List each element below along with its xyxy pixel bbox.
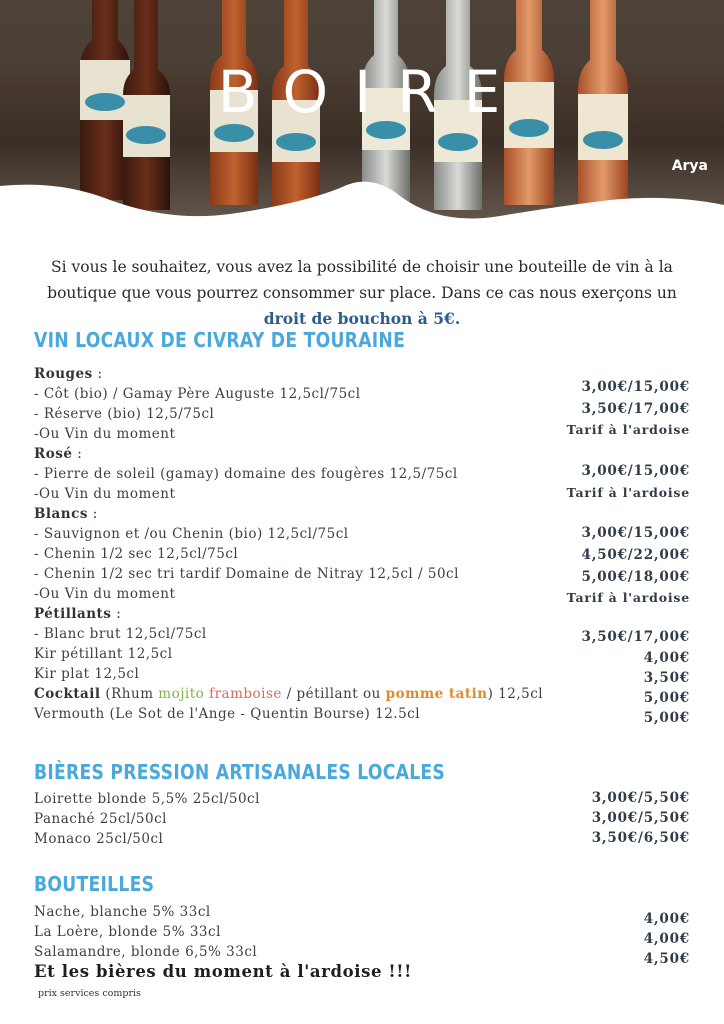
menu-price: 3,50€/17,00€ xyxy=(581,629,690,645)
menu-price: 4,50€ xyxy=(643,951,690,967)
menu-item: Vermouth (Le Sot de l'Ange - Quentin Bourse) 12.5cl xyxy=(34,706,421,722)
rose-label: Rosé : xyxy=(34,446,83,462)
menu-item: - Sauvignon et /ou Chenin (bio) 12,5cl/75cl xyxy=(34,526,349,542)
cocktail-item: Cocktail (Rhum mojito framboise / pétillant ou pomme tatin) 12,5cl xyxy=(34,686,544,702)
menu-price: 3,00€/15,00€ xyxy=(581,379,690,395)
petillants-label: Pétillants : xyxy=(34,606,122,622)
menu-price: 3,00€/5,50€ xyxy=(591,790,690,806)
wine-heading: VIN LOCAUX DE CIVRAY DE TOURAINE xyxy=(34,328,406,352)
bottles-heading: BOUTEILLES xyxy=(34,872,155,896)
menu-price: 3,00€/15,00€ xyxy=(581,463,690,479)
menu-item: Kir plat 12,5cl xyxy=(34,666,140,682)
menu-price: 3,50€/6,50€ xyxy=(591,830,690,846)
menu-price: Tarif à l'ardoise xyxy=(566,590,690,605)
menu-price: 3,50€ xyxy=(643,670,690,686)
menu-item: Nache, blanche 5% 33cl xyxy=(34,904,211,920)
photo-credit: Arya xyxy=(671,158,708,174)
menu-item: - Pierre de soleil (gamay) domaine des fougères 12,5/75cl xyxy=(34,466,458,482)
menu-item: -Ou Vin du moment xyxy=(34,486,176,502)
menu-item: - Chenin 1/2 sec tri tardif Domaine de Nitray 12,5cl / 50cl xyxy=(34,566,459,582)
hero-banner xyxy=(0,0,724,235)
menu-price: 3,00€/15,00€ xyxy=(581,525,690,541)
menu-item: - Blanc brut 12,5cl/75cl xyxy=(34,626,207,642)
intro-paragraph xyxy=(30,254,694,332)
menu-item: - Réserve (bio) 12,5/75cl xyxy=(34,406,215,422)
blancs-label: Blancs : xyxy=(34,506,98,522)
page-title: BOIRE xyxy=(217,58,527,126)
menu-price: 4,00€ xyxy=(643,931,690,947)
menu-price: Tarif à l'ardoise xyxy=(566,422,690,437)
menu-price: 5,00€ xyxy=(643,690,690,706)
menu-item: Panaché 25cl/50cl xyxy=(34,811,167,827)
menu-price: Tarif à l'ardoise xyxy=(566,485,690,500)
menu-price: 4,00€ xyxy=(643,911,690,927)
menu-price: 4,00€ xyxy=(643,650,690,666)
menu-price: 5,00€/18,00€ xyxy=(581,569,690,585)
menu-item: Kir pétillant 12,5cl xyxy=(34,646,173,662)
menu-item: Salamandre, blonde 6,5% 33cl xyxy=(34,944,258,960)
menu-price: 5,00€ xyxy=(643,710,690,726)
services-note: prix services compris xyxy=(38,988,141,999)
menu-item: -Ou Vin du moment xyxy=(34,426,176,442)
menu-item: -Ou Vin du moment xyxy=(34,586,176,602)
menu-price: 3,50€/17,00€ xyxy=(581,401,690,417)
draft-beer-heading: BIÈRES PRESSION ARTISANALES LOCALES xyxy=(34,760,446,784)
menu-item: Monaco 25cl/50cl xyxy=(34,831,164,847)
rouges-label: Rouges : xyxy=(34,366,103,382)
menu-price: 4,50€/22,00€ xyxy=(581,547,690,563)
ardoise-note: Et les bières du moment à l'ardoise !!! xyxy=(34,962,412,981)
menu-item: La Loère, blonde 5% 33cl xyxy=(34,924,221,940)
menu-price: 3,00€/5,50€ xyxy=(591,810,690,826)
intro-text: Si vous le souhaitez, vous avez la possibilité de choisir une bouteille de vin à la boutique que vous pourrez consommer sur place. Dans ce cas nous exerçons un xyxy=(47,258,677,302)
menu-item: Loirette blonde 5,5% 25cl/50cl xyxy=(34,791,260,807)
intro-highlight: droit de bouchon à 5€. xyxy=(263,309,461,328)
menu-item: - Chenin 1/2 sec 12,5cl/75cl xyxy=(34,546,239,562)
menu-item: - Côt (bio) / Gamay Père Auguste 12,5cl/75cl xyxy=(34,386,361,402)
